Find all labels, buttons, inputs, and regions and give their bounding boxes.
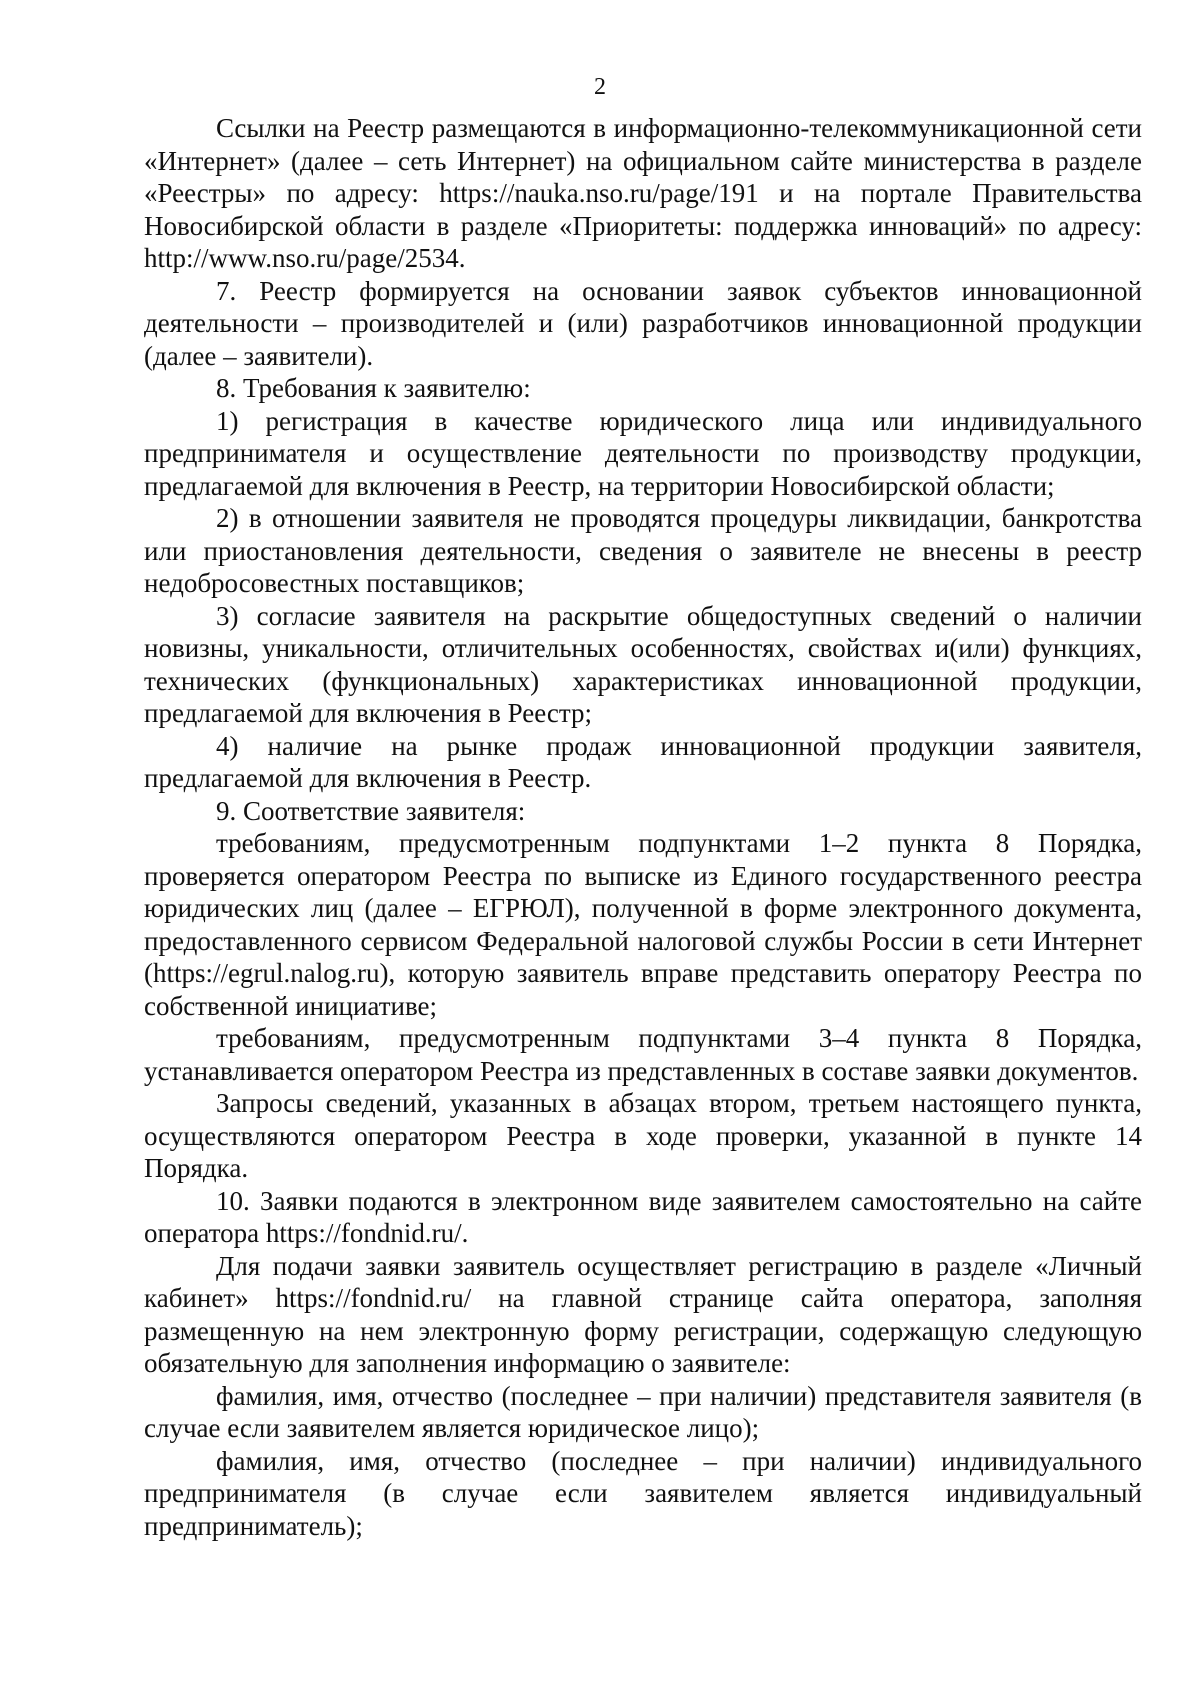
paragraph-10-registration: Для подачи заявки заявитель осуществляет регистрацию в разделе «Личный кабинет» https://fondnid.ru/ на главной странице сайта оператора, заполняя размещенную на нем электронную форму регистрации, содержащую следующую обязательную для заполнения информацию о заявителе: [144, 1250, 1142, 1378]
paragraph-9-requirements-3-4: требованиям, предусмотренным подпунктами 3–4 пункта 8 Порядка, устанавливается оператором Реестра из представленных в составе заявки документов. [144, 1023, 1142, 1086]
paragraph-8-item-1: 1) регистрация в качестве юридического лица или индивидуального предпринимателя и осуществление деятельности по производству продукции, предлагаемой для включения в Реестр, на территории Новосибирской области; [144, 405, 1142, 501]
paragraph-9-heading: 9. Соответствие заявителя: [216, 795, 526, 826]
paragraph-8-heading: 8. Требования к заявителю: [216, 373, 531, 403]
paragraph-9-requirements-1-2: требованиям, предусмотренным подпунктами 1–2 пункта 8 Порядка, проверяется оператором Реестра по выписке из Единого государственного реестра юридических лиц (далее – ЕГРЮЛ), полученной в форме электронного документа, предоставленного сервисом Федеральной налоговой службы России в сети Интернет (https://egrul.nalog.ru), которую заявитель вправе представить оператору Реестра по собственной инициативе; [144, 828, 1142, 1021]
paragraph-10-legal-entity-representative: фамилия, имя, отчество (последнее – при наличии) представителя заявителя (в случае если заявителем является юридическое лицо); [144, 1380, 1142, 1443]
paragraph-8-item-3: 3) согласие заявителя на раскрытие общедоступных сведений о наличии новизны, уникальности, отличительных особенностях, свойствах и(или) функциях, технических (функциональных) характеристиках инновационной продукции, предлагаемой для включения в Реестр; [144, 600, 1142, 728]
paragraph-8-item-4: 4) наличие на рынке продаж инновационной продукции заявителя, предлагаемой для включения в Реестр. [144, 730, 1142, 793]
paragraph-9-requests: Запросы сведений, указанных в абзацах втором, третьем настоящего пункта, осуществляются оператором Реестра в ходе проверки, указанной в пункте 14 Порядка. [144, 1088, 1142, 1183]
document-body [144, 112, 1142, 1542]
paragraph-10-individual-entrepreneur: фамилия, имя, отчество (последнее – при наличии) индивидуального предпринимателя (в случае если заявителем является индивидуальный предприниматель); [144, 1445, 1142, 1541]
paragraph-8-item-2: 2) в отношении заявителя не проводятся процедуры ликвидации, банкротства или приостановления деятельности, сведения о заявителе не внесены в реестр недобросовестных поставщиков; [144, 503, 1142, 598]
paragraph-registry-links: Ссылки на Реестр размещаются в информационно-телекоммуникационной сети «Интернет» (далее – сеть Интернет) на официальном сайте министерства в разделе «Реестры» по адресу: https://nauka.nso.ru/page/191 и на портале Правительства Новосибирской области в разделе «Приоритеты: поддержка инноваций» по адресу: http://www.nso.ru/page/2534. [144, 113, 1142, 273]
paragraph-7-registry-formation: 7. Реестр формируется на основании заявок субъектов инновационной деятельности – производителей и (или) разработчиков инновационной продукции (далее – заявители). [144, 275, 1142, 371]
page-number: 2 [594, 74, 606, 100]
paragraph-10-submission: 10. Заявки подаются в электронном виде заявителем самостоятельно на сайте оператора https://fondnid.ru/. [144, 1185, 1142, 1248]
